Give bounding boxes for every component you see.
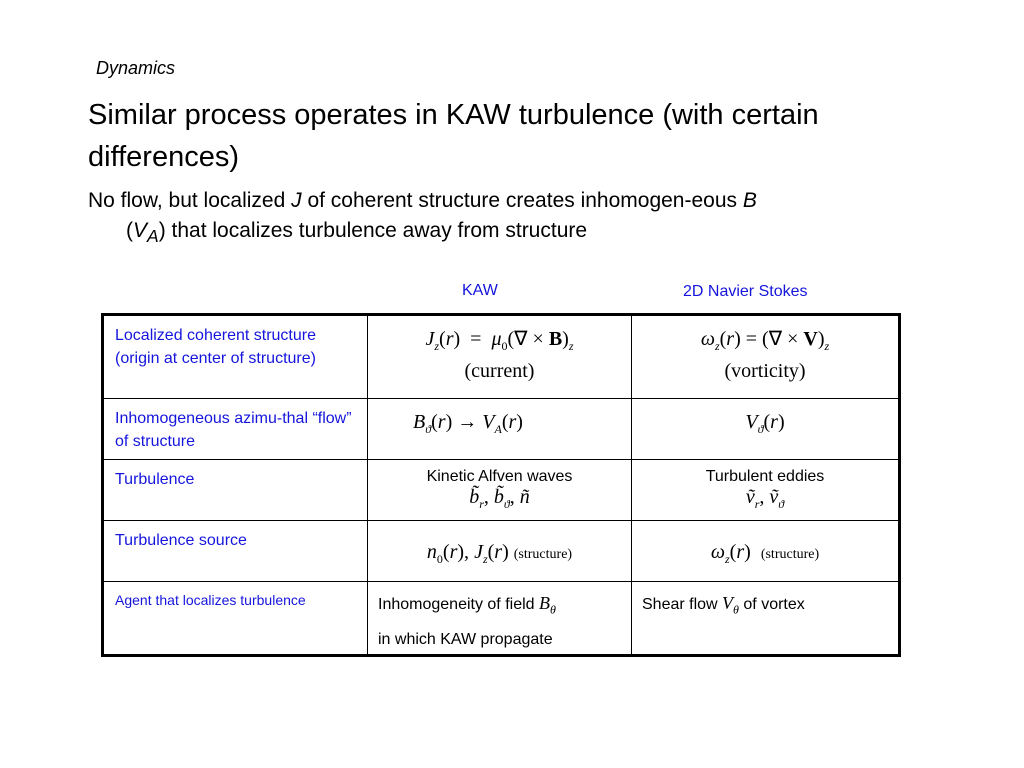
kaw-turbulence-text: Kinetic Alfven waves (426, 468, 573, 485)
equation-ns-source: $\omega_z(r)$ (structure) (710, 541, 820, 566)
comparison-table (101, 313, 901, 657)
table-row (103, 460, 900, 521)
equation-field-mapping: $B_ϑ(r) \to V_A(r)$ (413, 411, 523, 436)
cell-ns-flow (632, 399, 900, 460)
cell-ns-turbulence (632, 460, 900, 521)
kaw-source-note: (structure) (513, 547, 573, 562)
equation-azimuthal-velocity: $V_ϑ(r)$ (745, 411, 785, 436)
row-label-turbulence: Turbulence (103, 460, 368, 521)
cell-kaw-agent (368, 582, 632, 656)
cell-kaw-turbulence (368, 460, 632, 521)
cell-ns-vorticity (632, 315, 900, 399)
row-label-localizing-agent: Agent that localizes turbulence (103, 582, 368, 656)
symbol-v-theta: $V_\theta$ (722, 593, 739, 617)
table-row (103, 315, 900, 399)
ns-agent-text-a: Shear flow (642, 596, 723, 613)
table-row (103, 521, 900, 582)
column-header-kaw: KAW (462, 282, 498, 299)
table-row (103, 399, 900, 460)
ns-agent-text (632, 589, 898, 625)
ns-agent-text-b: of vortex (738, 596, 805, 613)
cell-ns-agent (632, 582, 900, 656)
column-header-navier-stokes: 2D Navier Stokes (683, 283, 808, 300)
intro-text-b: of coherent structure creates inhomogen-eous (301, 189, 743, 212)
intro-paren-open: ( (126, 219, 133, 242)
equation-current-density: $J_z(r) = \mu_0(\nabla \times B)_z$ (425, 328, 574, 353)
intro-var-v-sub: A (147, 226, 159, 247)
kaw-agent-text-a: Inhomogeneity of field (378, 596, 539, 613)
cell-ns-source (632, 521, 900, 582)
ns-source-note: (structure) (760, 547, 820, 562)
intro-var-v: V (133, 219, 148, 242)
equation-vorticity: $\omega_z(r)$ = (∇ × $V)_z$ (700, 328, 830, 353)
kaw-agent-text (368, 589, 631, 654)
cell-kaw-field (368, 399, 632, 460)
table-row (103, 582, 900, 656)
symbol-b-theta: $B_\theta$ (539, 593, 556, 617)
equation-kaw-fluctuations: $b̃_r$, $b̃_ϑ$, ñ (469, 486, 530, 511)
ns-turbulence-text: Turbulent eddies (705, 468, 825, 485)
intro-text-c: ) that localizes turbulence away from structure (158, 219, 588, 242)
intro-paragraph (88, 186, 958, 251)
cell-kaw-source (368, 521, 632, 582)
caption-vorticity: (vorticity) (724, 360, 806, 382)
equation-kaw-source: $n_0(r)$, $J_z(r)$ (structure) (426, 541, 573, 566)
intro-text-a: No flow, but localized (88, 189, 292, 212)
cell-kaw-current (368, 315, 632, 399)
row-label-azimuthal-flow: Inhomogeneous azimu-thal “flow” of structure (103, 399, 368, 460)
kaw-agent-text-b: in which KAW propagate (378, 630, 553, 648)
row-label-turbulence-source: Turbulence source (103, 521, 368, 582)
caption-current: (current) (464, 360, 535, 382)
slide-title: Similar process operates in KAW turbulence (with certain differences) (88, 99, 819, 173)
intro-var-j: J (291, 189, 302, 212)
equation-ns-fluctuations: ṽ$_r$, ṽ$_ϑ$ (745, 486, 785, 511)
intro-line-2 (88, 216, 958, 251)
row-label-coherent-structure: Localized coherent structure (origin at center of structure) (103, 315, 368, 399)
intro-var-b: B (742, 189, 757, 212)
section-label: Dynamics (96, 58, 176, 78)
